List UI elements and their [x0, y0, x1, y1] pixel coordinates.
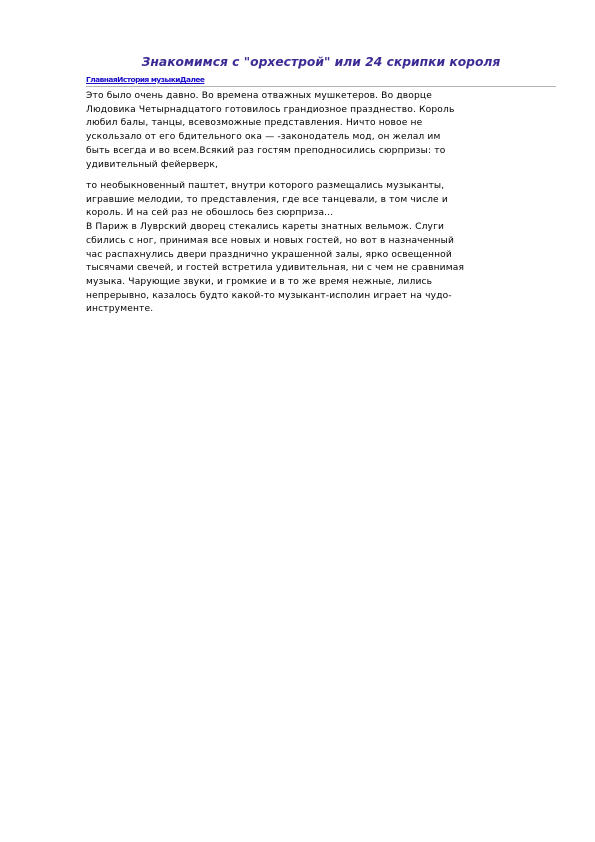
- text-line: ускользало от его бдительного ока — -законодатель мод, он желал им: [86, 132, 441, 143]
- nav-link-next[interactable]: Далее: [179, 75, 205, 84]
- text-line: В Париж в Луврский дворец стекались кареты знатных вельмож. Слуги: [86, 222, 445, 233]
- text-line: час распахнулись двери празднично украшенной залы, ярко освещенной: [86, 249, 452, 260]
- text-line: быть всегда и во всем.Всякий раз гостям преподносились сюрпризы: то: [86, 145, 446, 156]
- text-line: игравшие мелодии, то представления, где все танцевали, в том числе и: [86, 194, 448, 205]
- text-line: то необыкновенный паштет, внутри которого размещались музыканты,: [86, 181, 445, 191]
- page-title: Знакомимся с "орхестрой" или 24 скрипки короля: [141, 55, 501, 69]
- paragraph-story: [86, 180, 561, 317]
- text-line: Это было очень давно. Во времена отважных мушкетеров. Во дворце: [86, 91, 432, 101]
- paragraph-intro: [86, 90, 561, 172]
- breadcrumb-nav: [86, 75, 556, 87]
- text-line: сбились с ног, принимая все новых и новых гостей, но вот в назначенный: [86, 235, 455, 246]
- text-line: удивительный фейерверк,: [86, 159, 219, 170]
- text-line: любил балы, танцы, всевозможные представления. Ничто новое не: [86, 118, 423, 129]
- text-line: инструменте.: [86, 304, 154, 315]
- text-line: музыка. Чарующие звуки, и громкие и в то же время нежные, лились: [86, 276, 433, 287]
- text-line: Людовика Четырнадцатого готовилось грандиозное празднество. Король: [86, 104, 455, 115]
- nav-link-music-history[interactable]: История музыки: [117, 75, 180, 84]
- text-line: непрерывно, казалось будто какой-то музыкант-исполин играет на чудо-: [86, 290, 452, 301]
- nav-link-home[interactable]: Главная: [86, 75, 118, 84]
- text-line: тысячами свечей, и гостей встретила удивительная, ни с чем не сравнимая: [86, 263, 465, 274]
- text-line: король. И на сей раз не обошлось без сюрприза...: [86, 208, 334, 219]
